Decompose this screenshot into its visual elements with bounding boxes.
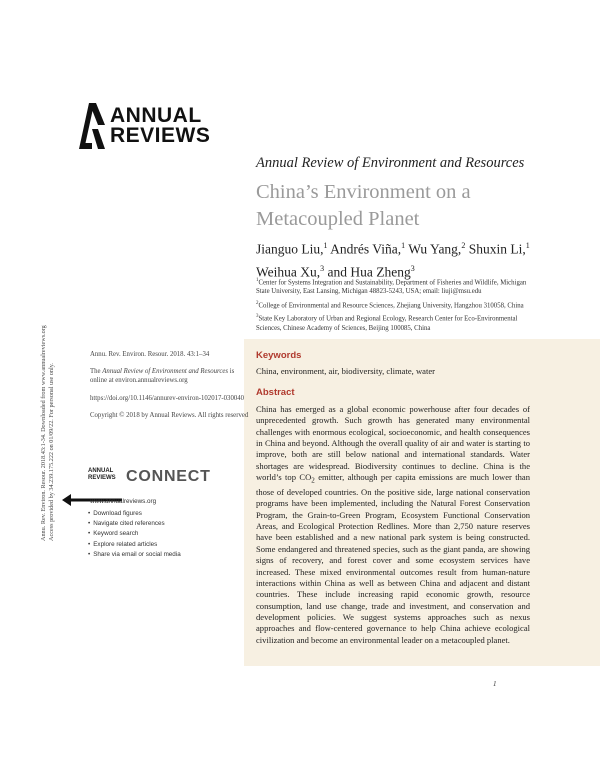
connect-word: CONNECT [126,468,211,485]
citation-sidebar [90,350,250,428]
connect-annual-reviews: ANNUAL REVIEWS [88,468,116,481]
author: Jianguo Liu, [256,241,324,257]
logo-line-reviews: REVIEWS [110,124,211,147]
author-list: Jianguo Liu,$^1$ Andrés Viña,$^1$ Wu Yang,$^2$ Shuxin Li,$^1$ Weihua Xu,$^3$ and Hua Zheng$^3$ [256,241,530,279]
list-item: • Explore related articles [88,540,181,550]
author: Shuxin Li, [468,241,526,257]
affiliations [256,276,536,335]
affiliation: $^1$Center for Systems Integration and Sustainability, Department of Fisheries and Wildlife, Michigan State University, East Lansing, Michigan 48823-5243, USA; email: liuji@msu.edu [256,278,527,296]
list-item: • Download figures [88,509,181,519]
annual-reviews-logo-text [110,106,210,146]
journal-name: Annual Review of Environment and Resources [256,155,525,171]
article-title: China’s Environment on a Metacoupled Planet [256,181,471,230]
author: Wu Yang, [408,241,462,257]
copyright: Copyright © 2018 by Annual Reviews. All rights reserved [90,411,249,419]
first-published-note: The Annual Review of Environment and Resources is online at environ.annualreviews.org [90,368,235,385]
download-notice-line: Annu. Rev. Environ. Resour. 2018.43:1-34. Downloaded from www.annualreviews.org [40,325,47,541]
author: Weihua Xu, [256,264,321,279]
list-item: • Share via email or social media [88,550,181,560]
access-notice-line: Access provided by 34.239.175.222 on 01/09/22. For personal use only. [48,363,55,541]
doi-link[interactable]: https://doi.org/10.1146/annurev-environ-102017-030040 [90,394,245,402]
list-item: • Navigate cited references [88,519,181,529]
keywords-heading: Keywords [256,350,302,361]
citation: Annu. Rev. Environ. Resour. 2018. 43:1–34 [90,351,210,358]
annual-reviews-logo-mark [79,103,105,149]
affiliation: $^2$College of Environmental and Resource Sciences, Zhejiang University, Hangzhou 310058, China [256,300,524,309]
connect-url[interactable]: www.annualreviews.org [90,498,157,505]
keywords-list: China, environment, air, biodiversity, climate, water [256,366,436,376]
abstract-body: China has emerged as a global economic powerhouse after four decades of unprecedented growth. Such growth has generated many environmental challenges with enormous ecological, socioeconomic, and health consequences in China and beyond. Although the overall quality of air and water is starting to improve, both are still below national and international standards. Water shortages are widespread. Biodiversity continues to decline. China is the world’s top $CO_2$ emitter, although per capita emissions are much lower than those of developed countries. On the positive side, large national conservation programs have been implemented, including the Natural Forest Conservation Program, the Grain-to-Green Program, Ecosystem Functional Conservation Areas, and Ecological Protection Redlines. More than 2,750 nature reserves have been established and a new national park system is being constructed. Some endangered and threatened species, such as the giant panda, are showing signs of recovery, and forest cover and some ecosystem services have increased. These mixed environmental outcomes result from human-nature interactions within China as well as between China and adjacent and distant countries. These include increasing rapid economic growth, resource consumption, land use change, trade and investment, and conservation and development policies. We suggest systems approaches such as nexus approaches and flow-centered governance to help China achieve ecological civilization and become an environmental leader on a metacoupled planet. [256,404,530,645]
abstract-heading: Abstract [256,387,295,398]
affiliation: $^3$State Key Laboratory of Urban and Regional Ecology, Research Center for Eco-Environmental Sciences, Chinese Academy of Sciences, Beijing 100085, China [256,314,518,332]
author: Andrés Viña, [330,241,402,257]
download-notice [40,271,56,541]
page-number: 1 [493,680,497,688]
list-item: • Keyword search [88,529,181,539]
logo-line-annual: ANNUAL [110,104,202,127]
connect-logo[interactable] [88,468,211,485]
author: and Hua Zheng [327,264,411,279]
connect-features [88,509,181,560]
